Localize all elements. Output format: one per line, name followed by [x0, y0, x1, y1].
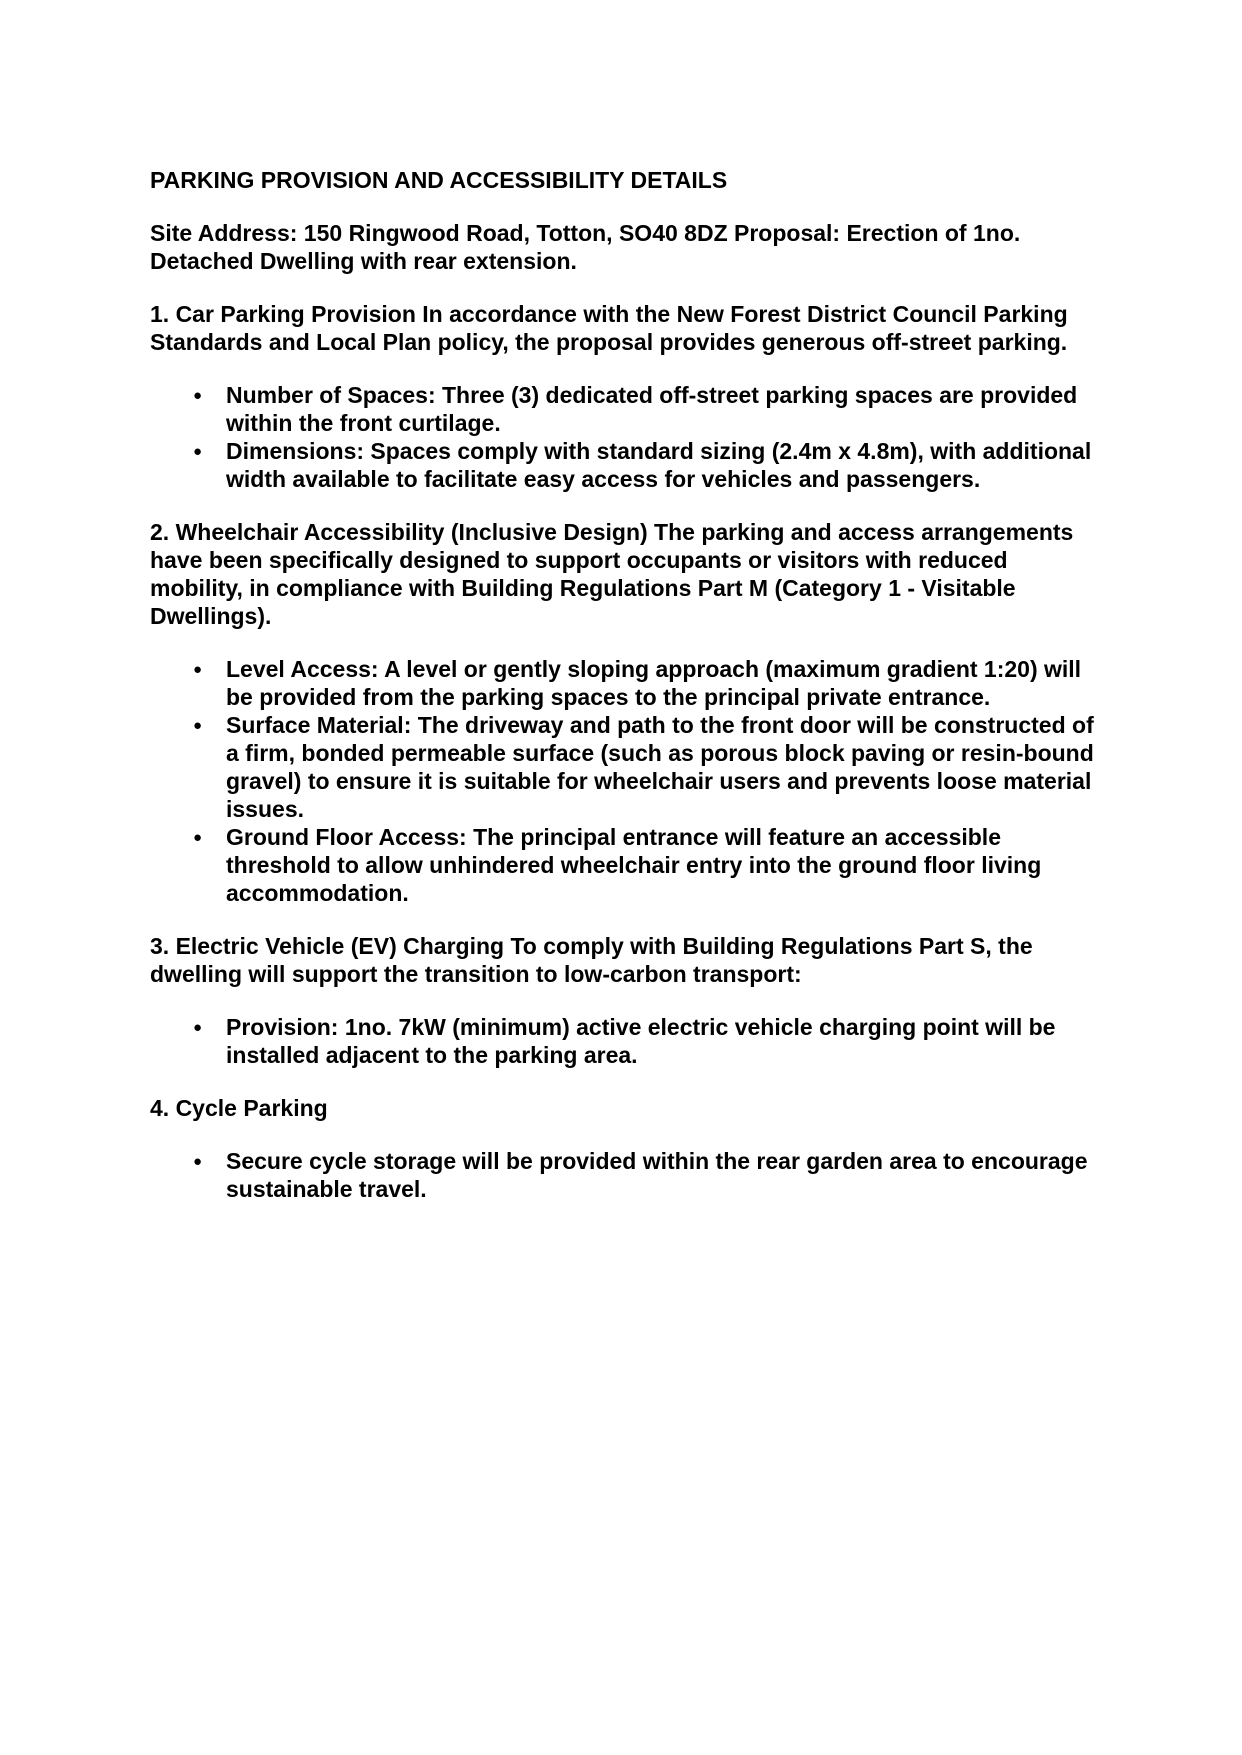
bullet-ev-provision: ● Provision: 1no. 7kW (minimum) active electric vehicle charging point will be installed adjacent to the parking area. — [226, 1013, 1104, 1069]
bullet-dimensions: ● Dimensions: Spaces comply with standard sizing (2.4m x 4.8m), with additional width available to facilitate easy access for vehicles and passengers. — [226, 437, 1104, 493]
section-heading-cycle-parking: 4. Cycle Parking — [150, 1095, 328, 1121]
car-parking-bullet-list — [150, 381, 1104, 493]
wheelchair-accessibility-bullet-list — [150, 655, 1104, 907]
section-heading-wheelchair-accessibility: 2. Wheelchair Accessibility (Inclusive Design) The parking and access arrangements have been specifically designed to support occupants or visitors with reduced mobility, in compliance with Building Regulations Part M (Category 1 - Visitable Dwellings). — [150, 519, 1074, 629]
bullet-cycle-storage: ● Secure cycle storage will be provided within the rear garden area to encourage sustainable travel. — [226, 1147, 1104, 1203]
bullet-surface-material: ● Surface Material: The driveway and path to the front door will be constructed of a firm, bonded permeable surface (such as porous block paving or resin-bound gravel) to ensure it is suitable for wheelchair users and prevents loose material issues. — [226, 711, 1104, 823]
document-content — [150, 166, 1104, 1228]
bullet-number-of-spaces: ● Number of Spaces: Three (3) dedicated off-street parking spaces are provided within the front curtilage. — [226, 381, 1104, 437]
section-heading-ev-charging: 3. Electric Vehicle (EV) Charging To comply with Building Regulations Part S, the dwelling will support the transition to low-carbon transport: — [150, 933, 1033, 987]
document-title: PARKING PROVISION AND ACCESSIBILITY DETAILS — [150, 167, 728, 193]
cycle-parking-bullet-list — [150, 1147, 1104, 1203]
bullet-ground-floor-access: ● Ground Floor Access: The principal entrance will feature an accessible threshold to allow unhindered wheelchair entry into the ground floor living accommodation. — [226, 823, 1104, 907]
section-heading-car-parking-provision: 1. Car Parking Provision In accordance with the New Forest District Council Parking Standards and Local Plan policy, the proposal provides generous off-street parking. — [150, 301, 1068, 355]
bullet-level-access: ● Level Access: A level or gently sloping approach (maximum gradient 1:20) will be provided from the parking spaces to the principal private entrance. — [226, 655, 1104, 711]
ev-charging-bullet-list — [150, 1013, 1104, 1069]
site-address-paragraph: Site Address: 150 Ringwood Road, Totton, SO40 8DZ Proposal: Erection of 1no. Detached Dwelling with rear extension. — [150, 220, 1021, 274]
